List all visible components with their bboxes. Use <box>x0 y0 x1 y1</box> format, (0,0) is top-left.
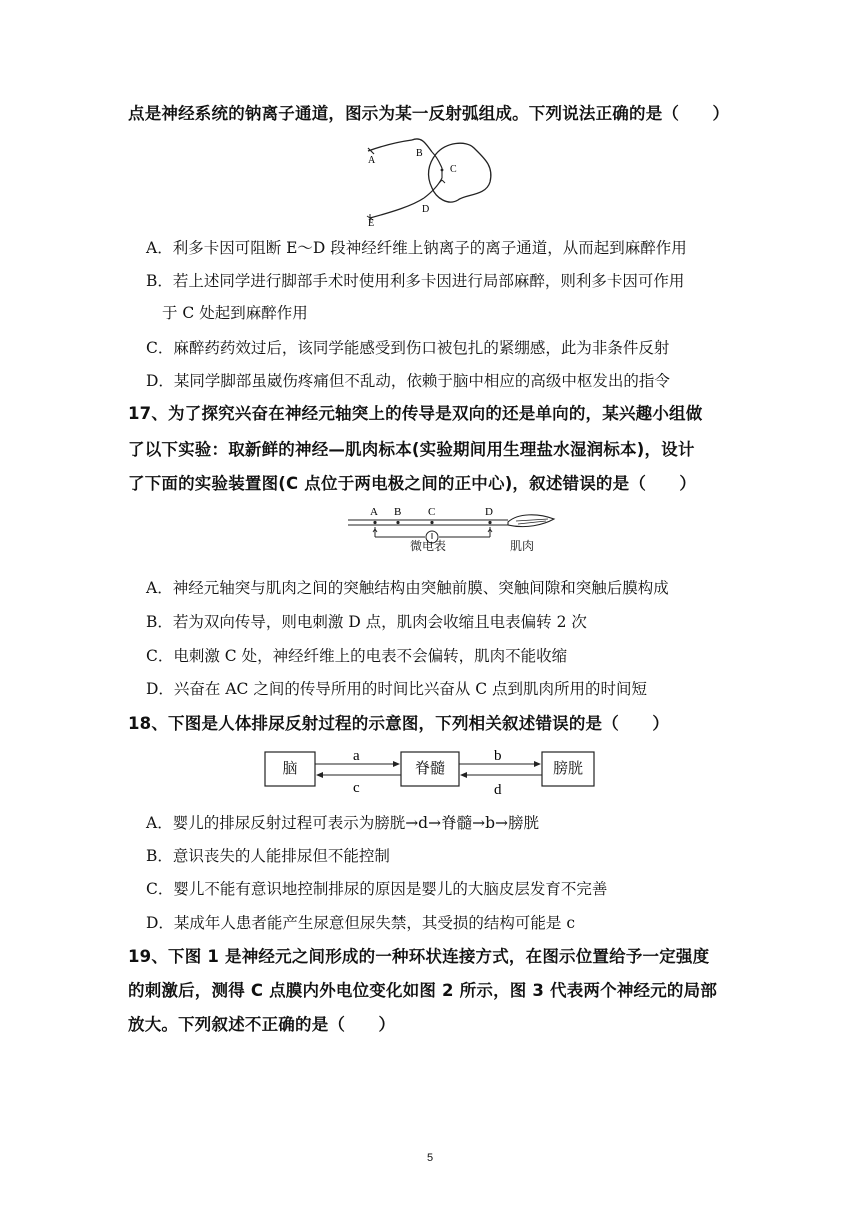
q16-option-b-line1: B．若上述同学进行脚部手术时使用利多卡因进行局部麻醉，则利多卡因可作用 <box>146 272 685 290</box>
q19-line1: 19、下图 1 是神经元之间形成的一种环状连接方式，在图示位置给予一定强度 <box>128 947 710 966</box>
fig17-label-b: B <box>394 506 402 518</box>
muscle-label: 肌肉 <box>510 539 535 553</box>
box-bladder-label: 膀胱 <box>552 759 583 777</box>
q16-option-b-line2: 于 C 处起到麻醉作用 <box>162 304 308 322</box>
q16-stem: 点是神经系统的钠离子通道，图示为某一反射弧组成。下列说法正确的是（ ） <box>128 104 730 123</box>
box-brain-label: 脑 <box>282 759 298 777</box>
q17-option-a: A．神经元轴突与肌肉之间的突触结构由突触前膜、突触间隙和突触后膜构成 <box>146 579 669 597</box>
q17-line3: 了下面的实验装置图(C 点位于两电极之间的正中心)，叙述错误的是（ ） <box>128 474 697 493</box>
q17-option-d: D．兴奋在 AC 之间的传导所用的时间比兴奋从 C 点到肌肉所用的时间短 <box>146 680 648 698</box>
spinal-cord-outline <box>429 143 491 202</box>
q17-line2: 了以下实验：取新鲜的神经—肌肉标本(实验期间用生理盐水湿润标本)，设计 <box>128 440 695 459</box>
arrow-label-d: d <box>494 782 502 798</box>
page-number: 5 <box>426 1152 434 1164</box>
muscle-shape <box>508 515 554 527</box>
afferent-fiber-upper <box>368 140 412 151</box>
q17-line1: 17、为了探究兴奋在神经元轴突上的传导是双向的还是单向的，某兴趣小组做 <box>128 404 703 423</box>
fig16-label-d: D <box>422 204 430 215</box>
point-d <box>488 521 491 524</box>
point-b <box>396 521 399 524</box>
reflex-arc-figure <box>362 134 502 226</box>
q16-option-d: D．某同学脚部虽崴伤疼痛但不乱动，依赖于脑中相应的高级中枢发出的指令 <box>146 372 670 390</box>
q19-line3: 放大。下列叙述不正确的是（ ） <box>128 1015 396 1034</box>
arrow-label-a: a <box>353 748 360 764</box>
point-a <box>373 521 376 524</box>
fig16-label-c: C <box>450 164 457 175</box>
arrow-label-c: c <box>353 780 360 796</box>
q16-option-c: C．麻醉药药效过后，该同学能感受到伤口被包扎的紧绷感，此为非条件反射 <box>146 339 670 357</box>
meter-label: 微电表 <box>410 539 447 553</box>
box-spinal-cord-label: 脊髓 <box>414 759 445 777</box>
fig17-label-a: A <box>370 506 378 518</box>
fig16-label-e: E <box>368 218 375 226</box>
q18-option-a: A．婴儿的排尿反射过程可表示为膀胱→d→脊髓→b→膀胱 <box>146 814 539 832</box>
fig16-label-a: A <box>368 155 376 166</box>
fig17-label-d: D <box>485 506 493 518</box>
q17-option-c: C．电刺激 C 处，神经纤维上的电表不会偏转，肌肉不能收缩 <box>146 647 568 665</box>
arrow-label-b: b <box>494 748 502 764</box>
q17-option-b: B．若为双向传导，则电刺激 D 点，肌肉会收缩且电表偏转 2 次 <box>146 613 587 631</box>
fig17-label-c: C <box>428 506 436 518</box>
q18-stem: 18、下图是人体排尿反射过程的示意图，下列相关叙述错误的是（ ） <box>128 714 670 733</box>
q18-option-c: C．婴儿不能有意识地控制排尿的原因是婴儿的大脑皮层发育不完善 <box>146 880 608 898</box>
q16-option-a: A．利多卡因可阻断 E～D 段神经纤维上钠离子的离子通道，从而起到麻醉作用 <box>146 239 687 257</box>
q18-option-b: B．意识丧失的人能排尿但不能控制 <box>146 847 390 865</box>
efferent-fiber <box>370 198 424 218</box>
fig16-label-b: B <box>416 148 423 159</box>
q18-option-d: D．某成年人患者能产生尿意但尿失禁，其受损的结构可能是 c <box>146 914 576 932</box>
q19-line2: 的刺激后，测得 C 点膜内外电位变化如图 2 所示，图 3 代表两个神经元的局部 <box>128 981 718 1000</box>
point-c <box>430 521 433 524</box>
